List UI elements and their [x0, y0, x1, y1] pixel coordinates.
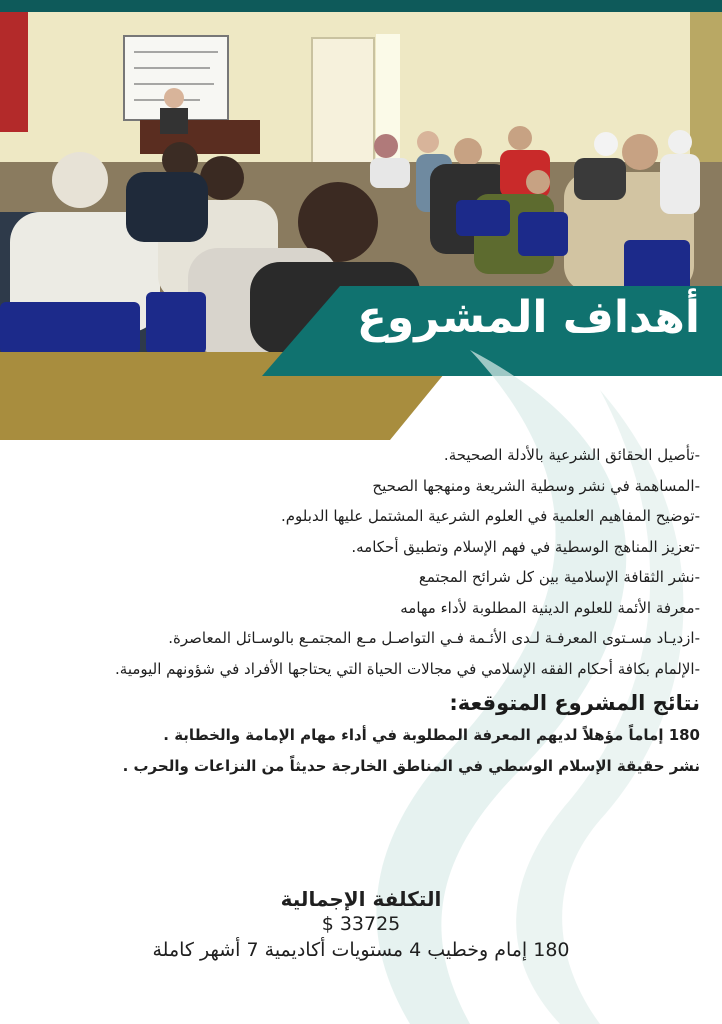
cost-detail: 180 إمام وخطيب 4 مستويات أكاديمية 7 أشهر كاملة	[152, 939, 570, 961]
cost-amount: $ 33725	[321, 913, 401, 935]
goal-item: -المساهمة في نشر وسطية الشريعة ومنهجها الصحيح	[372, 476, 700, 495]
cost-block	[0, 886, 722, 964]
goal-item: -معرفة الأئمة للعلوم الدينية المطلوبة لأداء مهامه	[400, 598, 700, 617]
results-title: نتائج المشروع المتوقعة:	[449, 691, 700, 715]
goal-item: -تأصيل الحقائق الشرعية بالأدلة الصحيحة.	[443, 446, 700, 464]
content-area	[20, 440, 700, 782]
goal-item: -توضيح المفاهيم العلمية في العلوم الشرعية المشتمل عليها الدبلوم.	[281, 507, 700, 525]
top-bar	[0, 0, 722, 12]
result-item: نشر حقيقة الإسلام الوسطي في المناطق الخارجة حديثاً من النزاعات والحرب .	[122, 757, 700, 775]
banner-title: أهداف المشروع	[356, 292, 700, 343]
goal-item: -الإلمام بكافة أحكام الفقه الإسلامي في مجالات الحياة التي يحتاجها الأفراد في شؤونهم اليومية.	[115, 659, 700, 678]
result-item: 180 إماماً مؤهلاً لديهم المعرفة المطلوبة في أداء مهام الإمامة والخطابة .	[163, 726, 700, 744]
goal-item: -تعزيز المناهج الوسطية في فهم الإسلام وتطبيق أحكامه.	[351, 537, 700, 556]
cost-title: التكلفة الإجمالية	[280, 887, 442, 911]
goal-item: -نشر الثقافة الإسلامية بين كل شرائح المجتمع	[418, 568, 700, 586]
goal-item: -ازديـاد مسـتوى المعرفـة لـدى الأئـمة فـي التواصـل مـع المجتمـع بالوسـائل المعاصرة.	[168, 629, 700, 647]
